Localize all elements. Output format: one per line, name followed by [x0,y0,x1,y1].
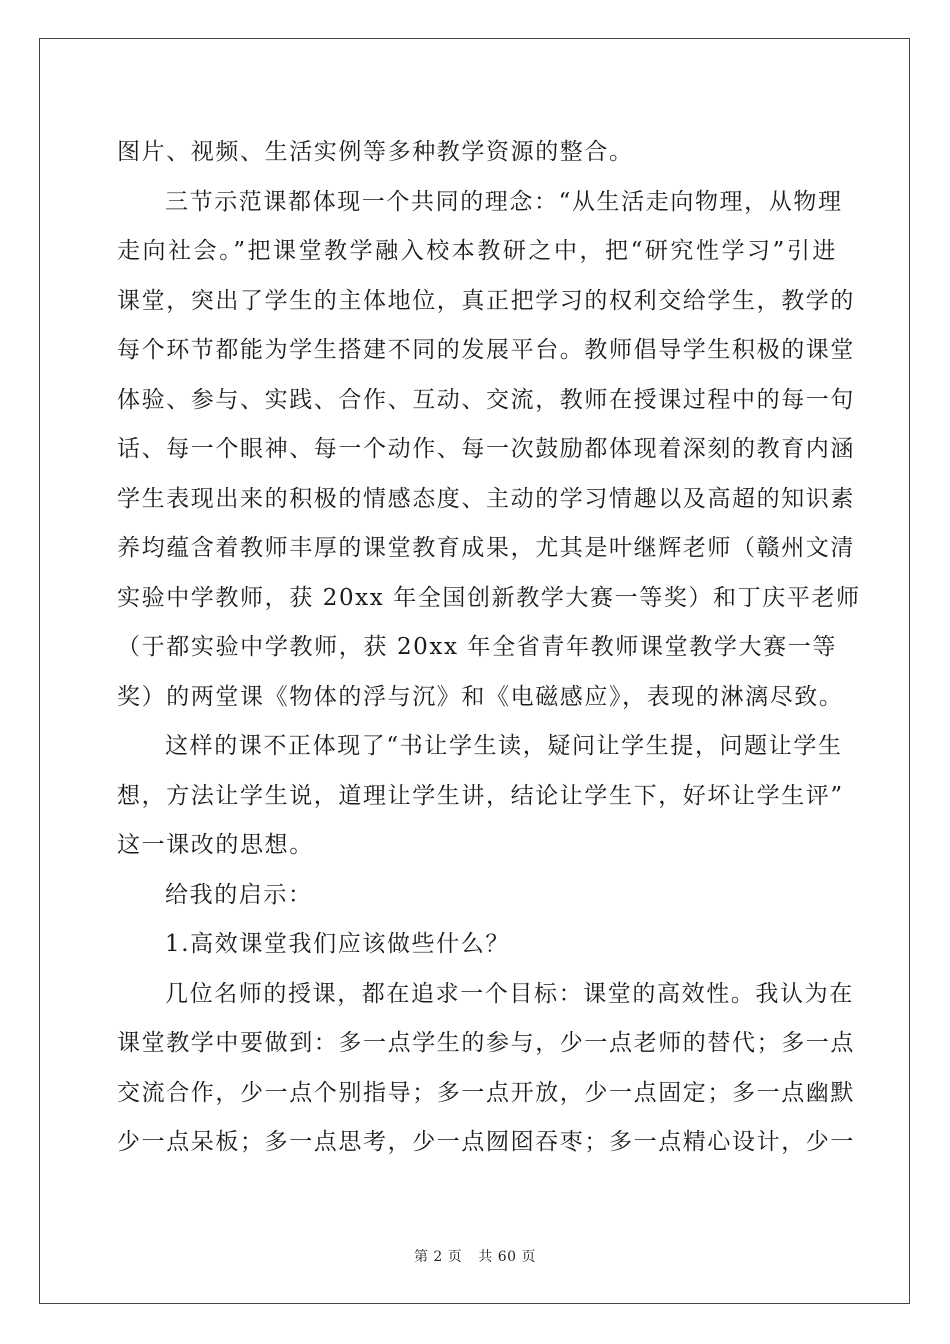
text-line: 少一点呆板；多一点思考，少一点囫囵吞枣；多一点精心设计，少一 [117,1129,855,1155]
text-line: 图片、视频、生活实例等多种教学资源的整合。 [117,139,634,165]
text-line: 课堂，突出了学生的主体地位，真正把学习的权利交给学生，教学的 [117,287,855,314]
text-line: 交流合作，少一点个别指导；多一点开放，少一点固定；多一点幽默 [117,1079,855,1106]
text-line: 课堂教学中要做到：多一点学生的参与，少一点老师的替代；多一点 [117,1030,855,1056]
text-line: 话、每一个眼神、每一个动作、每一次鼓励都体现着深刻的教育内涵 [117,436,855,462]
text-line: 养均蕴含着教师丰厚的课堂教育成果，尤其是叶继辉老师（赣州文清 [117,535,855,561]
text-line: 这一课改的思想。 [117,832,314,858]
text-line: 体验、参与、实践、合作、互动、交流，教师在授课过程中的每一句 [117,386,855,413]
page-total: 共 60 页 [478,1249,537,1265]
document-body [117,128,861,1168]
page-footer [0,1246,950,1266]
text-line: 几位名师的授课，都在追求一个目标：课堂的高效性。我认为在 [165,980,854,1007]
text-line: 实验中学教师，获 20xx 年全国创新教学大赛一等奖）和丁庆平老师 [117,584,861,611]
page-number: 第 2 页 [413,1249,463,1265]
text-line: 走向社会。”把课堂教学融入校本教研之中，把“研究性学习”引进 [117,238,837,264]
numbered-heading: 1.高效课堂我们应该做些什么？ [165,931,510,957]
text-line: 这样的课不正体现了“书让学生读，疑问让学生提，问题让学生 [165,733,843,759]
text-line: 奖）的两堂课《物体的浮与沉》和《电磁感应》，表现的淋漓尽致。 [117,683,844,710]
text-line: 三节示范课都体现一个共同的理念：“从生活走向物理，从物理 [165,188,843,215]
text-line: 每个环节都能为学生搭建不同的发展平台。教师倡导学生积极的课堂 [117,337,855,363]
text-line: 想，方法让学生说，道理让学生讲，结论让学生下，好坏让学生评” [117,782,844,809]
section-heading: 给我的启示： [165,881,313,908]
text-line: 学生表现出来的积极的情感态度、主动的学习情趣以及高超的知识素 [117,485,855,512]
text-line: （于都实验中学教师，获 20xx 年全省青年教师课堂教学大赛一等 [117,634,837,660]
